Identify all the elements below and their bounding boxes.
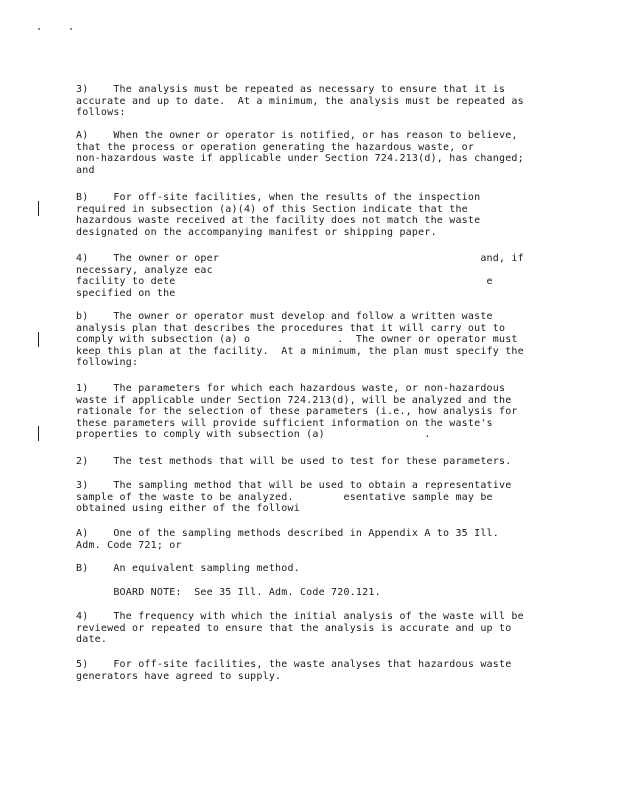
text-line: A) One of the sampling methods described in Appendix A to 35 Ill.: [76, 528, 499, 539]
text-line: Adm. Code 721; or: [76, 539, 182, 551]
text-line: 5) For off-site facilities, the waste analyses that hazardous waste: [76, 659, 512, 670]
text-line: 4) The frequency with which the initial analysis of the waste will be: [76, 611, 524, 622]
text-line: 3) The sampling method that will be used to obtain a representative: [76, 480, 512, 491]
text-line: non-hazardous waste if applicable under Section 724.213(d), has changed;: [76, 153, 524, 164]
revision-bar: [38, 201, 39, 216]
revision-bar: [38, 426, 39, 441]
revision-bar: [38, 332, 39, 347]
text-line: waste if applicable under Section 724.213(d), will be analyzed and the: [76, 394, 512, 406]
text-line: necessary, analyze eac: [76, 264, 213, 276]
text-line: required in subsection (a)(4) of this Section indicate that the: [76, 203, 468, 215]
text-line: B) For off-site facilities, when the results of the inspection: [76, 192, 481, 203]
text-line: analysis plan that describes the procedures that it will carry out to: [76, 322, 506, 334]
text-line: keep this plan at the facility. At a minimum, the plan must specify the: [76, 345, 524, 357]
text-line: b) The owner or operator must develop and follow a written waste: [76, 311, 493, 322]
text-line: obtained using either of the followi: [76, 503, 300, 514]
text-line: accurate and up to date. At a minimum, the analysis must be repeated as: [76, 95, 524, 107]
text-line: generators have agreed to supply.: [76, 670, 282, 682]
scan-speck: [38, 28, 40, 30]
text-line: 1) The parameters for which each hazardous waste, or non-hazardous: [76, 383, 506, 394]
text-line: A) When the owner or operator is notified, or has reason to believe,: [76, 130, 518, 141]
text-line: date.: [76, 634, 108, 645]
text-line: following:: [76, 357, 139, 368]
text-line: and: [76, 164, 95, 176]
scan-speck: [70, 28, 72, 30]
text-line: hazardous waste received at the facility does not match the waste: [76, 215, 481, 226]
text-line: follows:: [76, 107, 126, 118]
text-line: 2) The test methods that will be used to test for these parameters.: [76, 456, 512, 467]
text-line: properties to comply with subsection (a) .: [76, 429, 431, 440]
text-line: facility to dete e: [76, 276, 493, 287]
text-line: these parameters will provide sufficient information on the waste's: [76, 417, 493, 429]
text-line: designated on the accompanying manifest or shipping paper.: [76, 226, 437, 238]
text-line: comply with subsection (a) o . The owner or operator must: [76, 334, 518, 345]
text-line: specified on the: [76, 287, 176, 299]
text-line: 4) The owner or oper and, if: [76, 253, 524, 264]
text-line: BOARD NOTE: See 35 Ill. Adm. Code 720.121.: [76, 587, 381, 598]
text-line: that the process or operation generating the hazardous waste, or: [76, 141, 475, 153]
text-line: sample of the waste to be analyzed. esentative sample may be: [76, 491, 493, 503]
text-line: B) An equivalent sampling method.: [76, 563, 300, 574]
text-line: 3) The analysis must be repeated as necessary to ensure that it is: [76, 84, 506, 95]
text-line: reviewed or repeated to ensure that the analysis is accurate and up to: [76, 622, 512, 634]
text-line: rationale for the selection of these parameters (i.e., how analysis for: [76, 406, 518, 417]
